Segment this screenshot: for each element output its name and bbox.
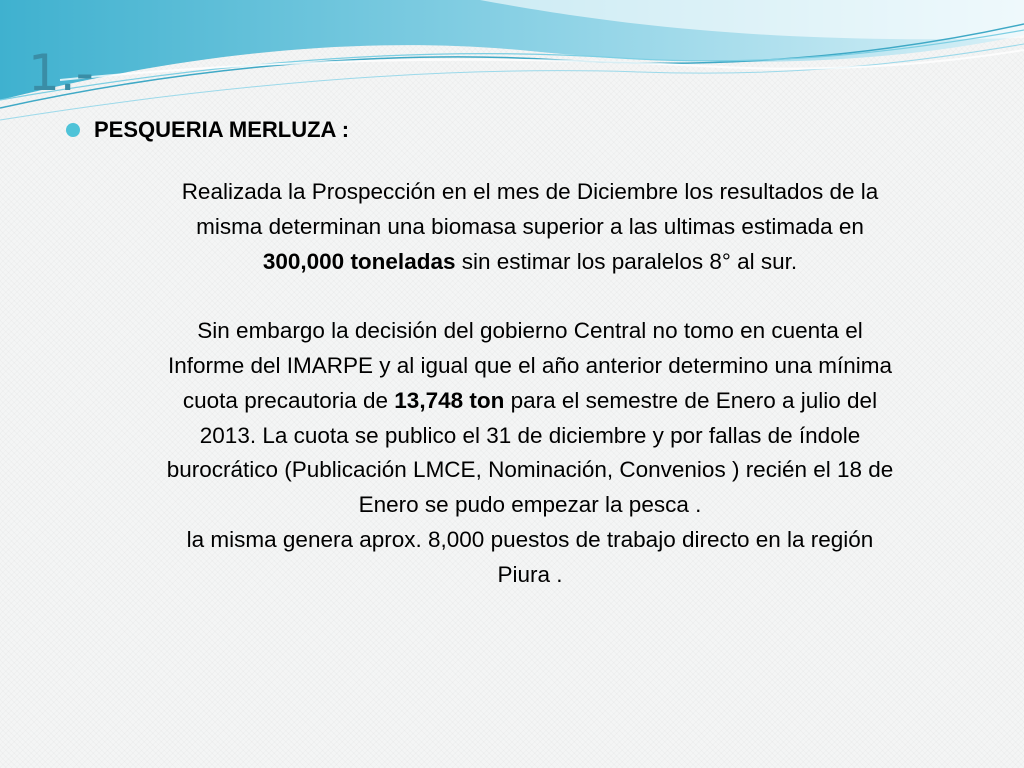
biomass-value: 300,000 toneladas — [262, 248, 456, 274]
biomass-text-end: sin estimar los paralelos 8° al sur. — [455, 248, 798, 274]
quota-text-end: para el semestre de Enero a julio del 2013. La cuota se publico el 31 de diciembre y por fallas de índole burocrático (Publicación LMCE, Nominación, Convenios ) recién el 18 de Enero se pudo empezar la pesca . — [166, 387, 894, 518]
biomass-text-start: Realizada la Prospección en el mes de Diciembre los resultados de la misma determinan una biomasa superior a las ultimas estimada en — [181, 179, 879, 239]
quota-value: 13,748 ton — [394, 387, 505, 413]
quota-text-start: Sin embargo la decisión del gobierno Central no tomo en cuenta el Informe del IMARPE y al igual que el año anterior determino una mínima cuota precautoria de — [167, 318, 893, 413]
body-text — [160, 175, 900, 593]
paragraph-jobs: la misma genera aprox. 8,000 puestos de trabajo directo en la región Piura . — [186, 526, 874, 587]
bullet-icon — [66, 123, 80, 137]
heading-row — [66, 116, 349, 144]
slide-number: 1.- — [28, 44, 94, 102]
paragraph-spacer — [160, 279, 900, 314]
paragraph-quota — [160, 314, 900, 523]
paragraph-biomass — [160, 175, 900, 279]
slide-heading: PESQUERIA MERLUZA : — [94, 117, 350, 142]
header-wave-decoration — [0, 0, 1024, 130]
